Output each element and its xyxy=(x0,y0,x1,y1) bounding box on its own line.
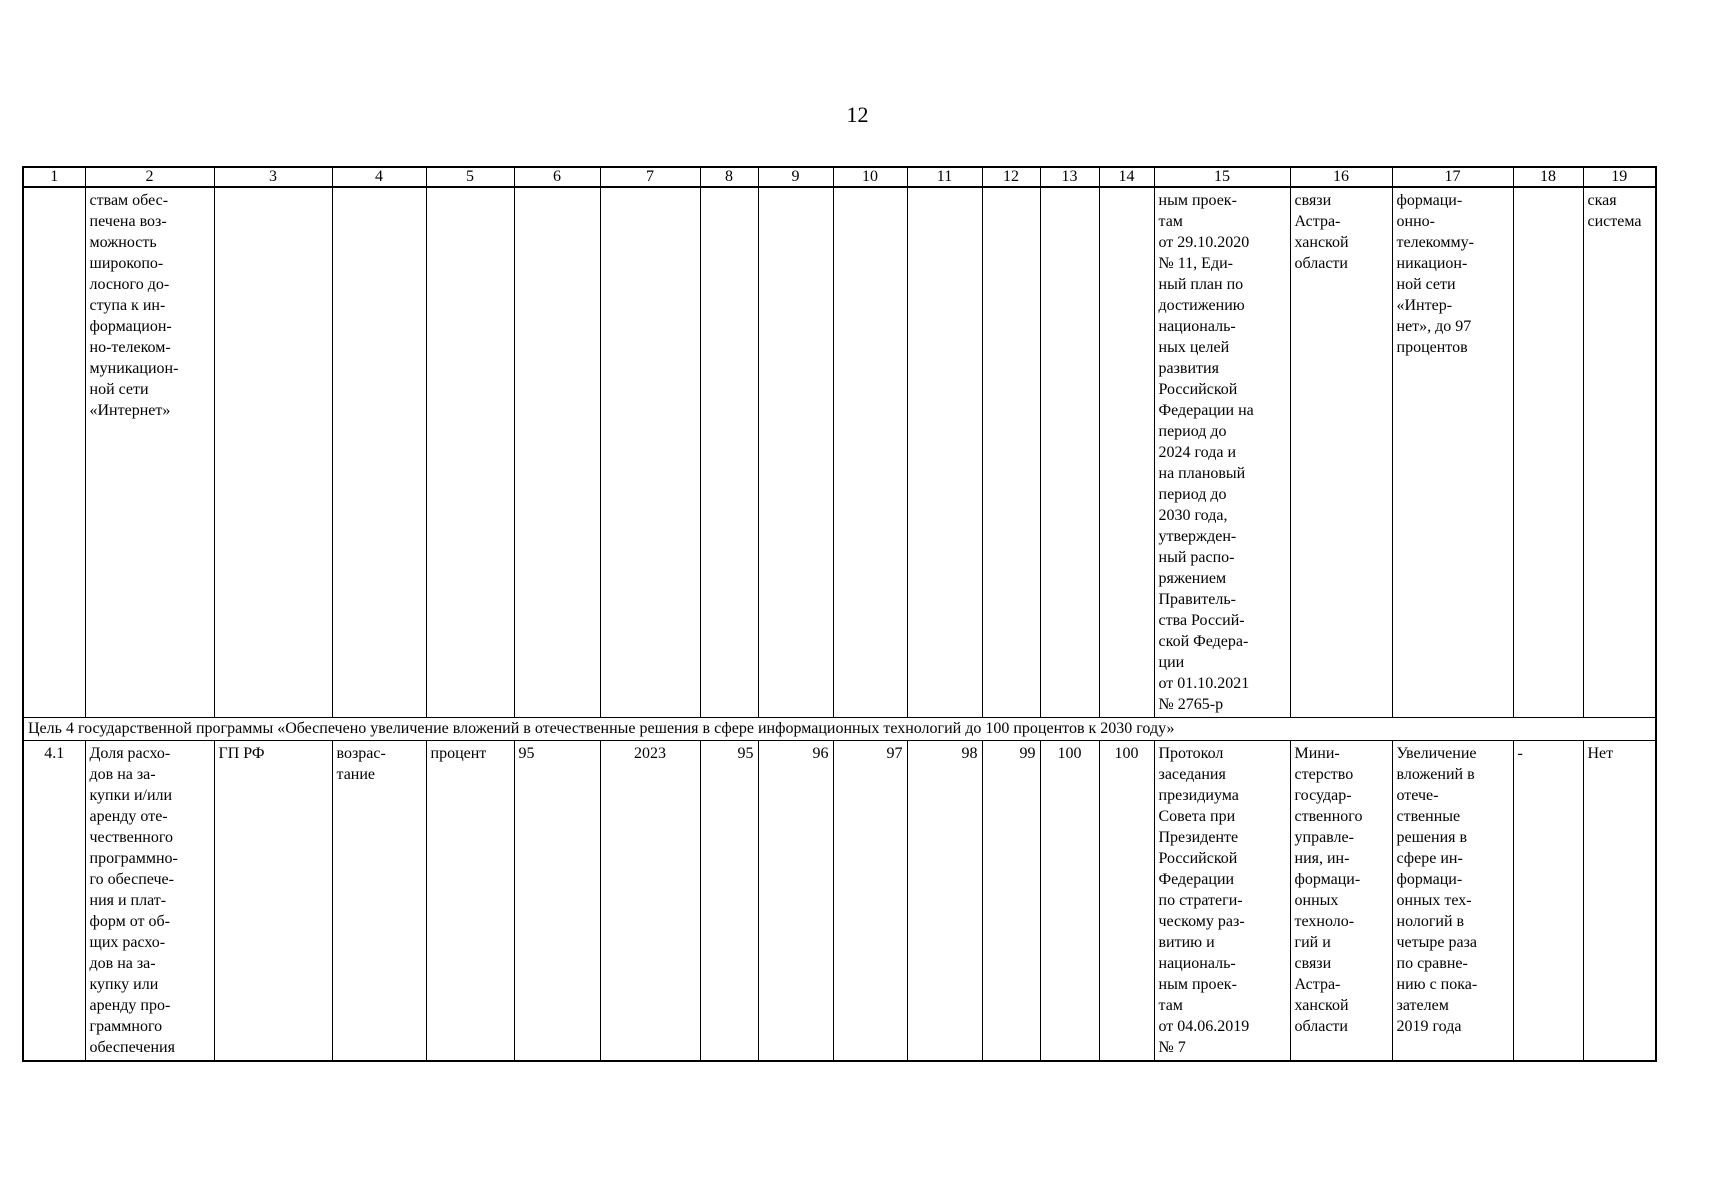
column-header: 5 xyxy=(426,167,514,187)
information-system-cell: ская система xyxy=(1583,187,1656,718)
column-header: 11 xyxy=(907,167,982,187)
table-cell xyxy=(833,187,907,718)
page-number: 12 xyxy=(846,102,869,127)
table-cell xyxy=(1099,187,1154,718)
table-cell xyxy=(700,187,758,718)
goal-row xyxy=(23,718,1656,741)
table-row-continued xyxy=(23,187,1656,718)
information-system-cell: Нет xyxy=(1583,741,1656,1062)
column-header: 8 xyxy=(700,167,758,187)
column-header: 14 xyxy=(1099,167,1154,187)
column-header: 12 xyxy=(982,167,1040,187)
base-year-cell: 2023 xyxy=(600,741,700,1062)
column-header: 9 xyxy=(758,167,833,187)
basis-document-cell: ным проек- там от 29.10.2020 № 11, Еди- ный план по достижению националь- ных целей развития Российской Федерации на период до 2024 года и на плановый период до 2030 года, утвержден- ный распо- ряжением Правитель- ства Россий- ской Федера- ции от 01.10.2021 № 2765-р xyxy=(1154,187,1290,718)
column-header: 3 xyxy=(214,167,332,187)
row-number-cell: 4.1 xyxy=(23,741,85,1062)
value-cell: 96 xyxy=(758,741,833,1062)
table-cell xyxy=(758,187,833,718)
table-cell xyxy=(600,187,700,718)
table-cell xyxy=(907,187,982,718)
unit-cell: процент xyxy=(426,741,514,1062)
value-cell: 97 xyxy=(833,741,907,1062)
column-header: 2 xyxy=(85,167,214,187)
table-cell xyxy=(1513,187,1583,718)
expected-result-cell: формаци- онно- телекомму- никацион- ной сети «Интер- нет», до 97 процентов xyxy=(1392,187,1513,718)
indicator-name-cell: ствам обес- печена воз- можность широкопо- лосного до- ступа к ин- формацион- но-телеком- муникацион- ной сети «Интернет» xyxy=(85,187,214,718)
value-cell: 100 xyxy=(1099,741,1154,1062)
link-cell: - xyxy=(1513,741,1583,1062)
column-header: 1 xyxy=(23,167,85,187)
column-header: 19 xyxy=(1583,167,1656,187)
responsible-cell: связи Астра- ханской области xyxy=(1290,187,1392,718)
basis-document-cell: Протокол заседания президиума Совета при Президенте Российской Федерации по стратеги- ческому раз- витию и националь- ным проек- там от 04.06.2019 № 7 xyxy=(1154,741,1290,1062)
goal-heading: Цель 4 государственной программы «Обеспечено увеличение вложений в отечественные решения в сфере информационных технологий до 100 процентов к 2030 году» xyxy=(23,718,1656,741)
indicators-table xyxy=(22,166,1657,1062)
trend-cell: возрас- тание xyxy=(332,741,426,1062)
table-row-4-1 xyxy=(23,741,1656,1062)
column-header: 4 xyxy=(332,167,426,187)
column-header: 15 xyxy=(1154,167,1290,187)
value-cell: 98 xyxy=(907,741,982,1062)
expected-result-cell: Увеличение вложений в отече- ственные решения в сфере ин- формаци- онных тех- нологий в четыре раза по сравне- нию с пока- зателем 2019 года xyxy=(1392,741,1513,1062)
column-header: 13 xyxy=(1040,167,1099,187)
column-header: 18 xyxy=(1513,167,1583,187)
value-cell: 99 xyxy=(982,741,1040,1062)
indicator-name-cell: Доля расхо- дов на за- купки и/или аренду оте- чественного программно- го обеспече- ния и плат- форм от об- щих расхо- дов на за- купку или аренду про- граммного обеспечения xyxy=(85,741,214,1062)
column-header: 17 xyxy=(1392,167,1513,187)
column-header: 6 xyxy=(514,167,600,187)
table-cell xyxy=(426,187,514,718)
column-header: 16 xyxy=(1290,167,1392,187)
level-cell: ГП РФ xyxy=(214,741,332,1062)
responsible-cell: Мини- стерство государ- ственного управле- ния, ин- формаци- онных техноло- гий и связи Астра- ханской области xyxy=(1290,741,1392,1062)
table-cell xyxy=(23,187,85,718)
value-cell: 100 xyxy=(1040,741,1099,1062)
value-cell: 95 xyxy=(700,741,758,1062)
header-row xyxy=(23,167,1656,187)
column-header: 7 xyxy=(600,167,700,187)
table-cell xyxy=(214,187,332,718)
base-value-cell: 95 xyxy=(514,741,600,1062)
table-cell xyxy=(332,187,426,718)
table-cell xyxy=(1040,187,1099,718)
table-cell xyxy=(982,187,1040,718)
table-cell xyxy=(514,187,600,718)
column-header: 10 xyxy=(833,167,907,187)
